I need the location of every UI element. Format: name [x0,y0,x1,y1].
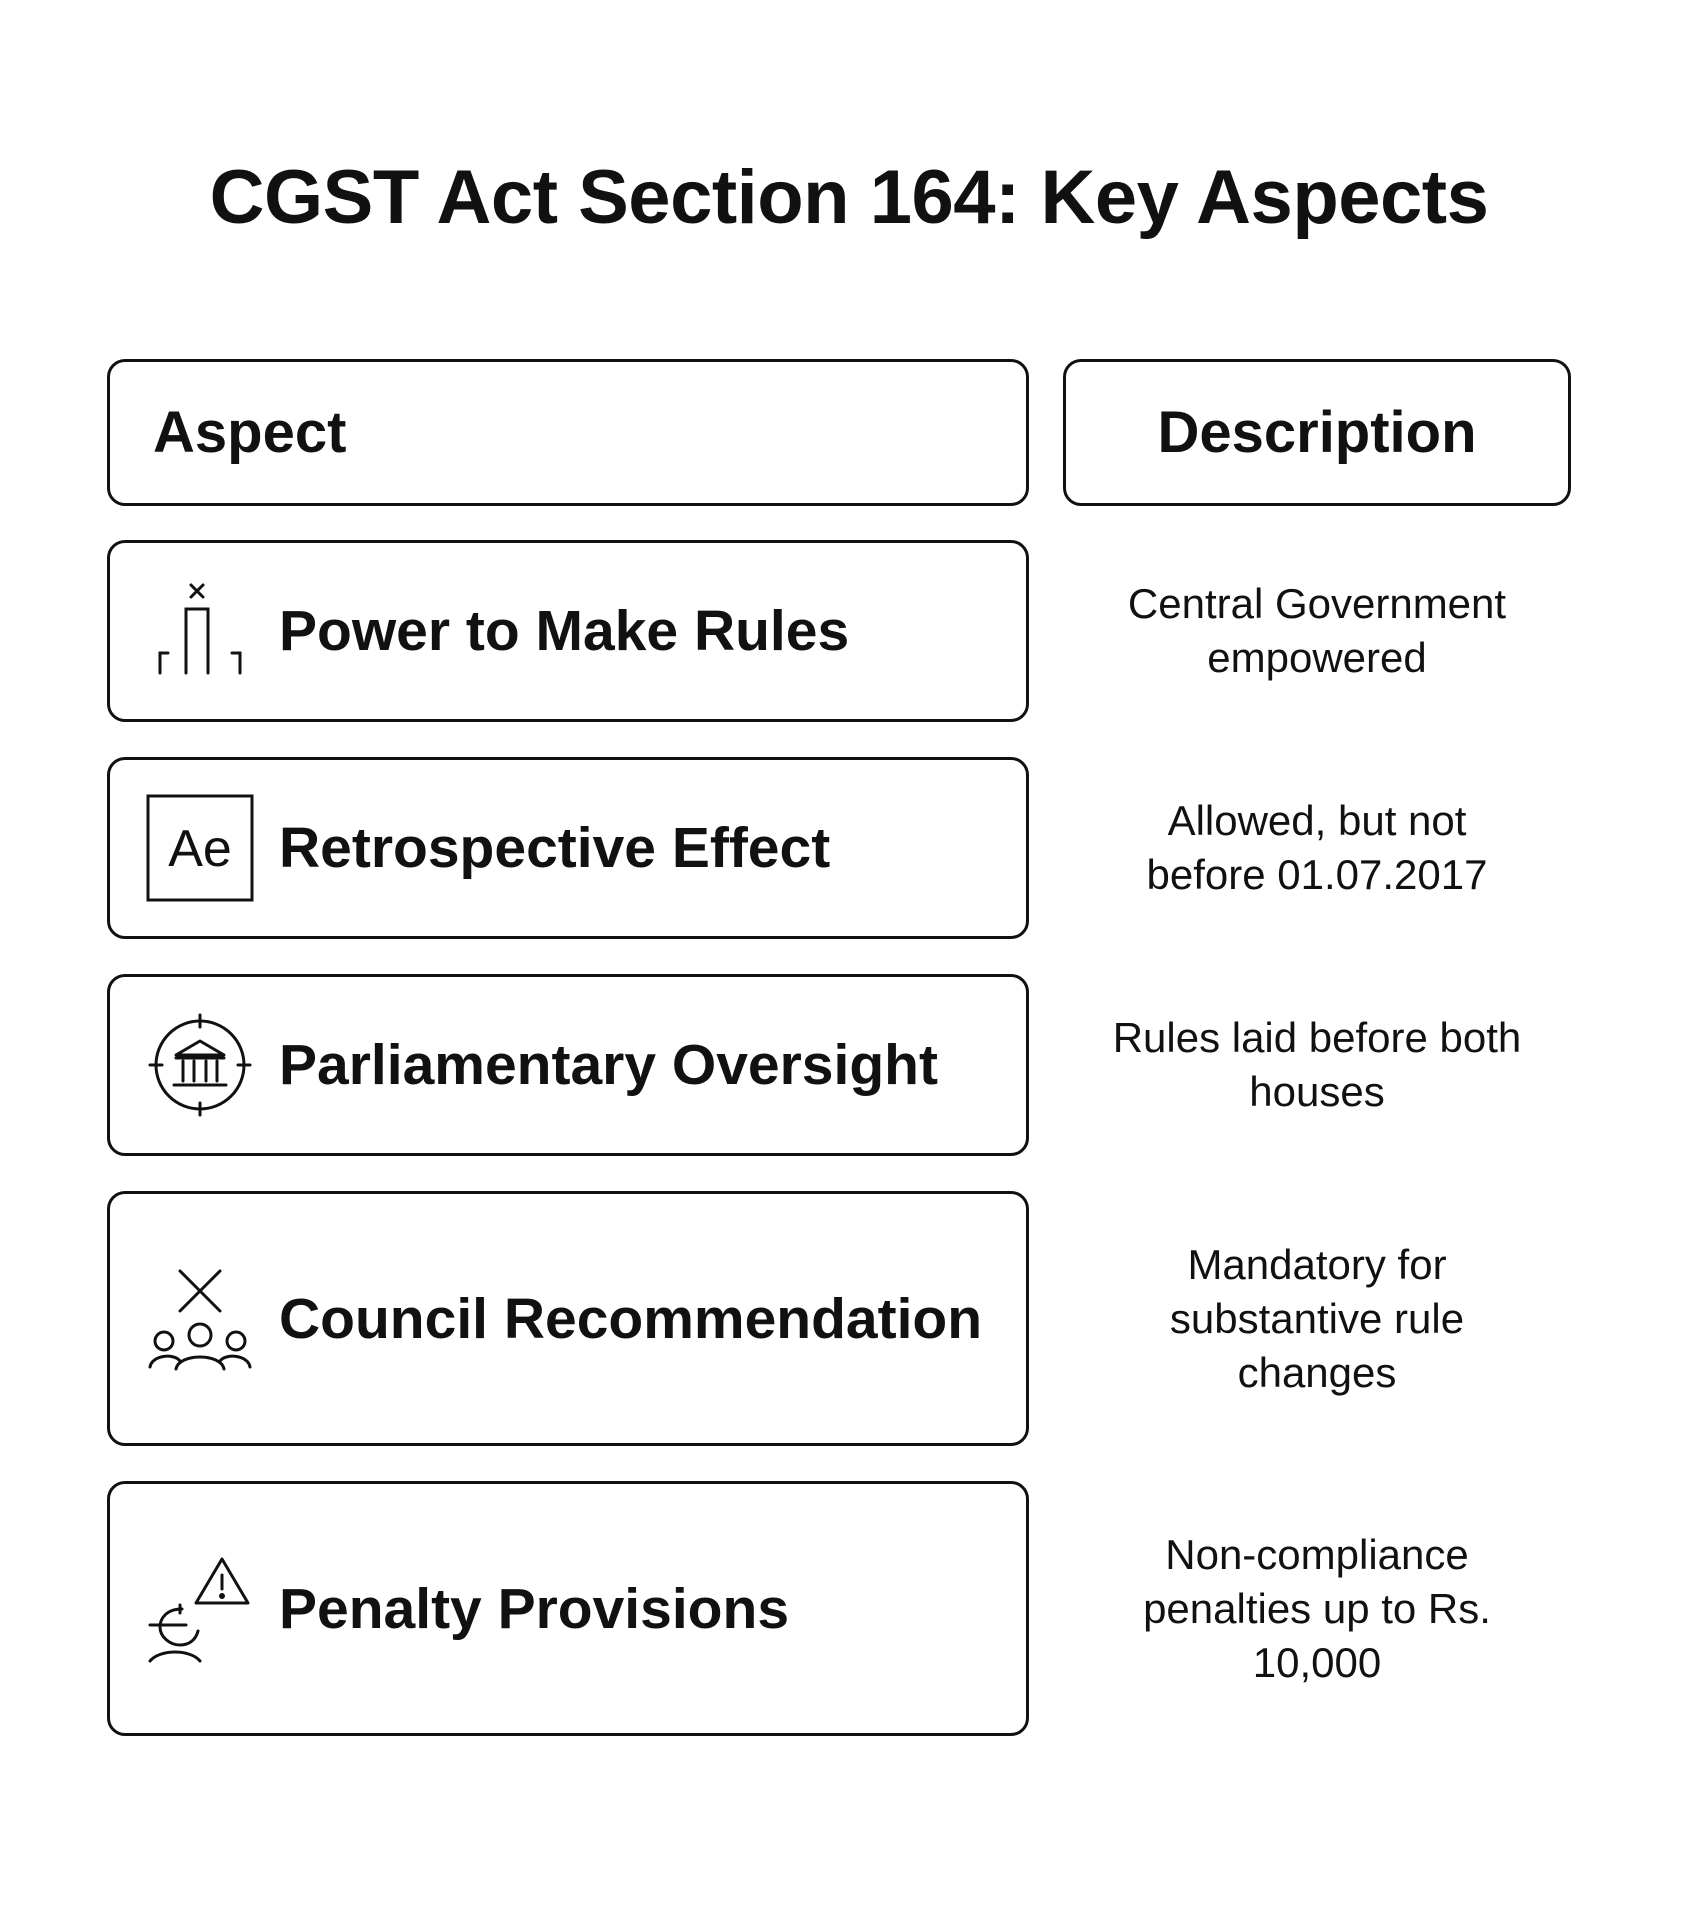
description-cell [1063,1481,1571,1736]
aspect-column-header [107,359,1029,506]
description-text: Rules laid before both houses [1112,1014,1522,1115]
aspect-row-parliamentary-oversight [107,974,1029,1156]
description-cell [1063,974,1571,1156]
aspect-row-retrospective-effect [107,757,1029,939]
description-cell [1063,757,1571,939]
description-text: Allowed, but not before 01.07.2017 [1146,797,1488,898]
aspect-row-penalty-provisions [107,1481,1029,1736]
ae-icon [146,794,254,902]
description-text: Mandatory for substantive rule changes [1169,1240,1465,1396]
aspect-row-power-to-make-rules [107,540,1029,722]
aspect-label: Parliamentary Oversight [279,1033,938,1097]
aspect-label: Retrospective Effect [279,816,831,880]
page-title: CGST Act Section 164: Key Aspects [209,155,1489,240]
parliament-target-icon [146,1011,254,1119]
description-cell [1063,540,1571,722]
description-header-label: Description [1157,400,1477,465]
aspect-label: Power to Make Rules [279,599,850,663]
council-group-icon [146,1265,254,1373]
description-cell [1063,1191,1571,1446]
aspect-label: Penalty Provisions [279,1576,790,1641]
aspect-header-label: Aspect [153,400,347,465]
svg-text:Ae: Ae [168,820,232,878]
description-text: Central Government empowered [1127,580,1507,681]
penalty-warning-icon [146,1555,254,1663]
government-building-icon [146,577,254,685]
aspect-row-council-recommendation [107,1191,1029,1446]
aspect-label: Council Recommendation [279,1286,983,1351]
description-text: Non-compliance penalties up to Rs. 10,000 [1143,1530,1491,1686]
description-column-header [1063,359,1571,506]
